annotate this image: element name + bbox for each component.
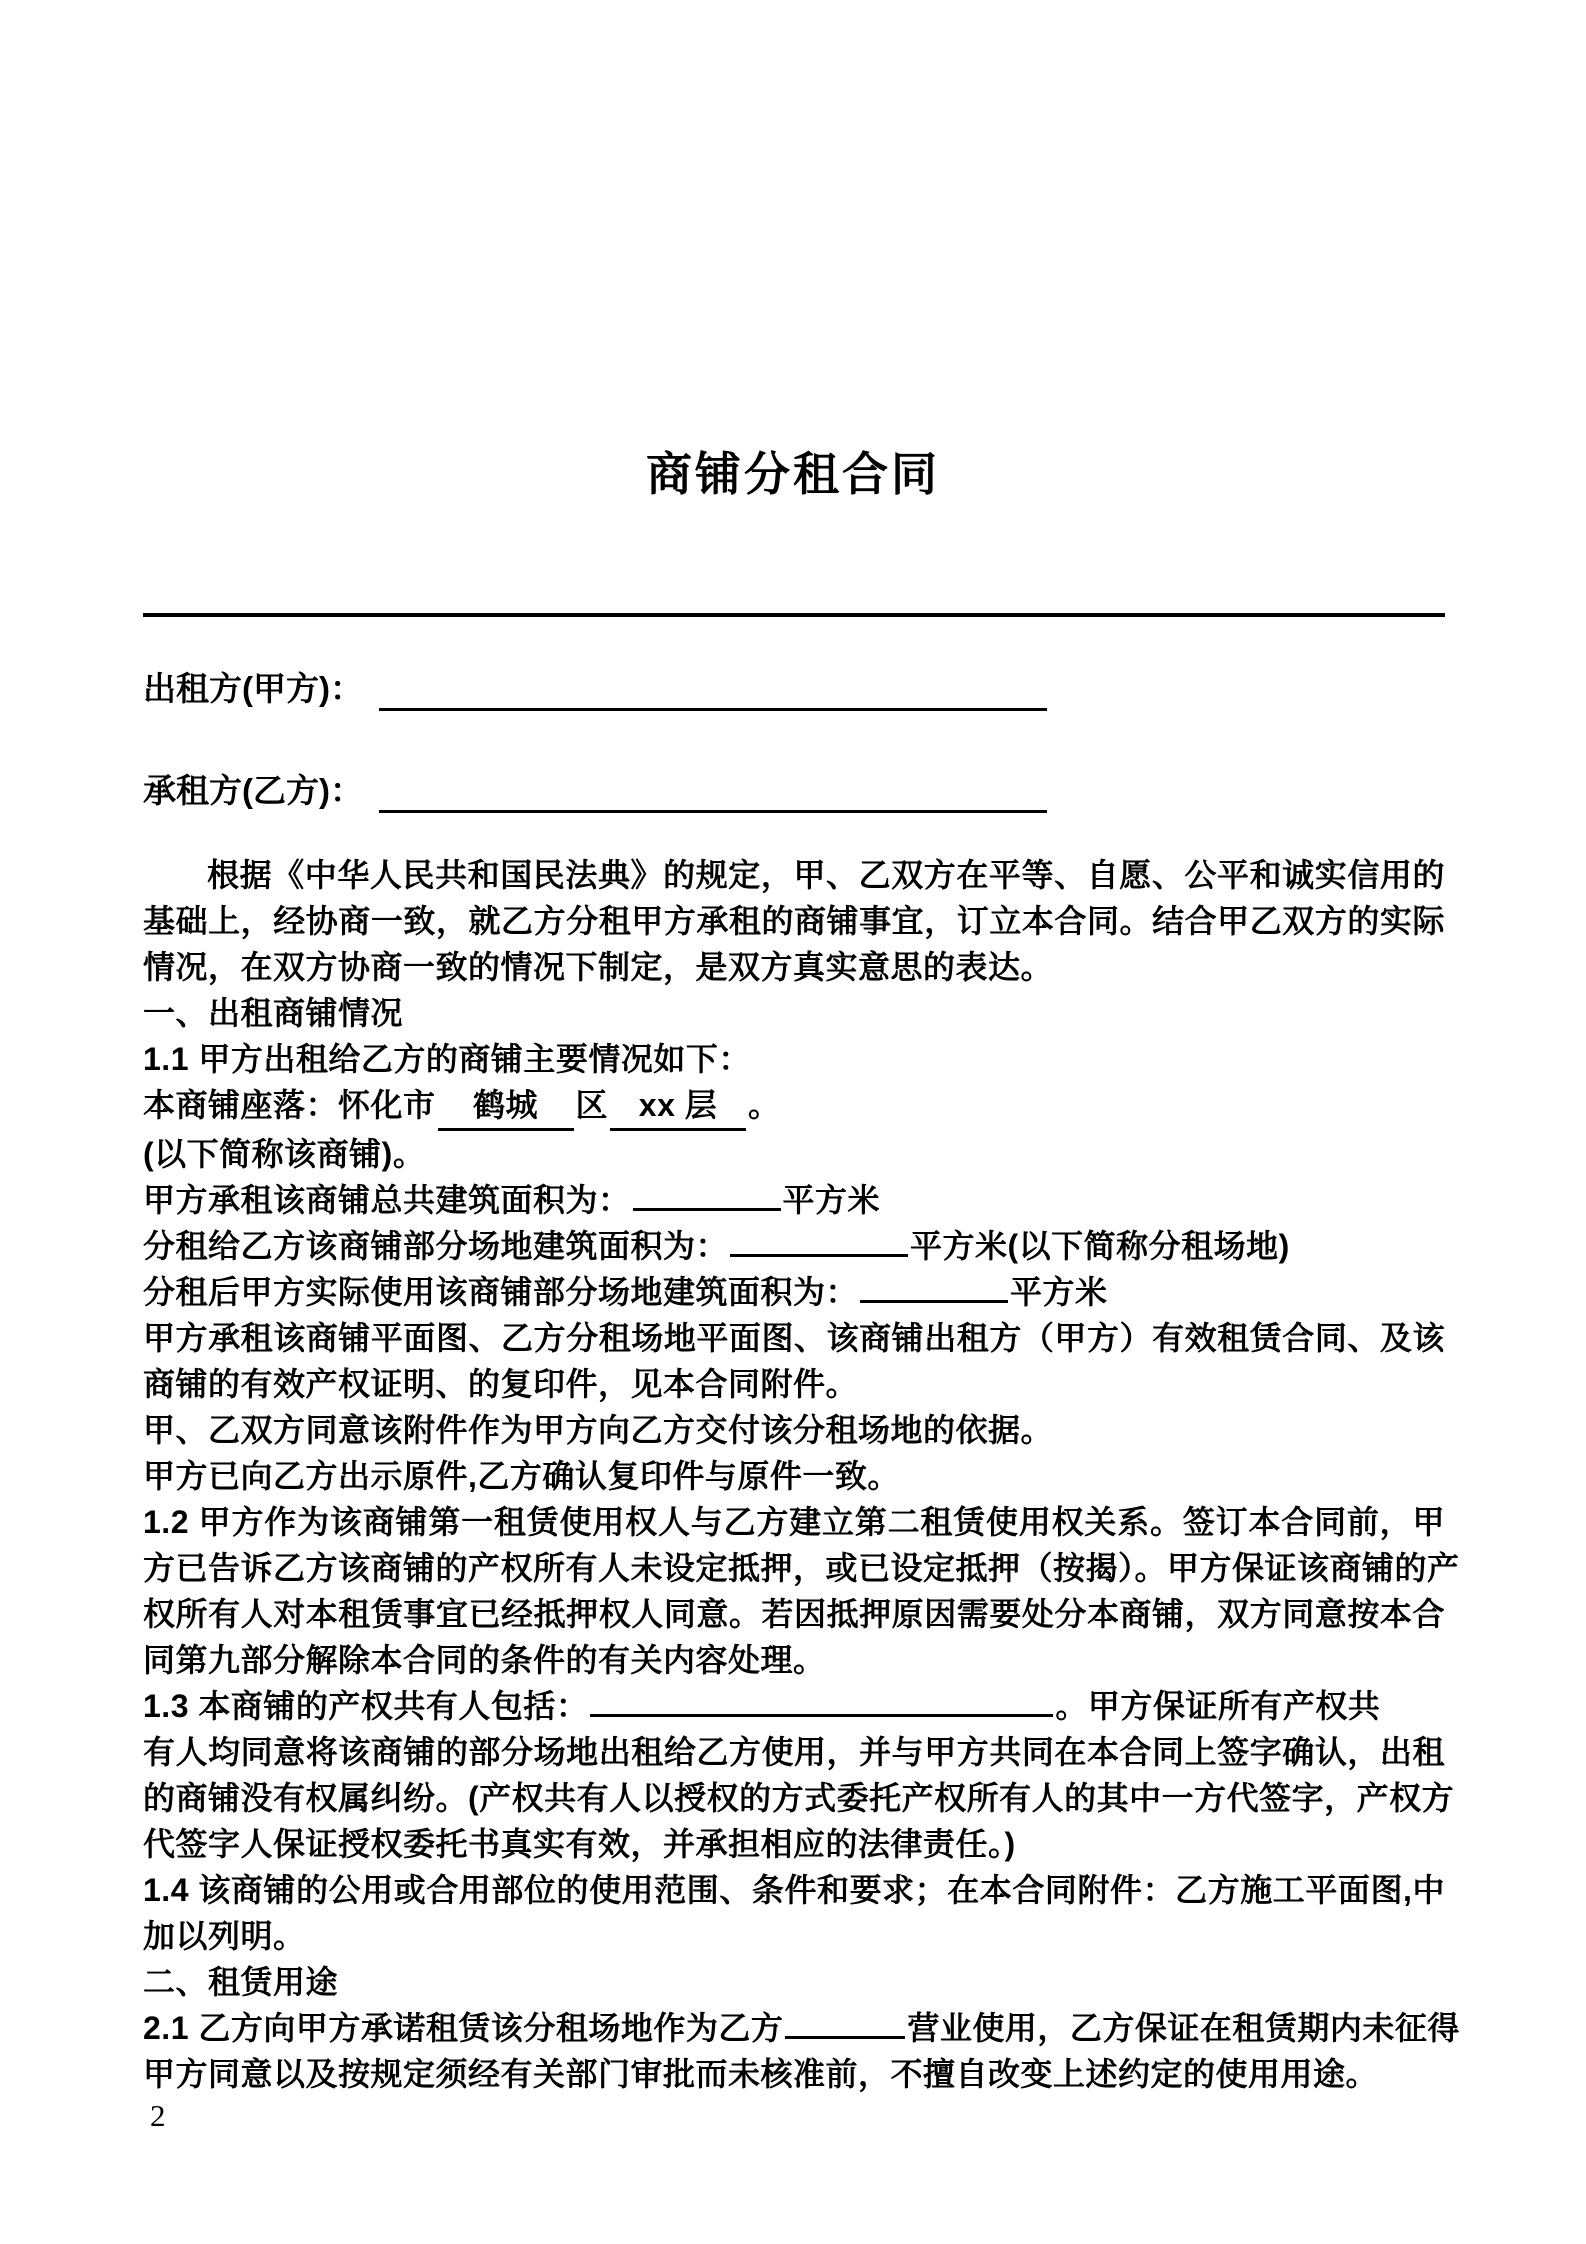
line-text: 平方米 [1010, 1274, 1108, 1310]
contract-line [143, 1591, 1445, 1637]
line-text: 根据《中华人民共和国民法典》的规定，甲、乙双方在平等、自愿、公平和诚实信用的 [207, 857, 1445, 893]
line-text: 分租给乙方该商铺部分场地建筑面积为： [143, 1228, 729, 1264]
page-number: 2 [150, 2098, 166, 2133]
contract-line [143, 1223, 1445, 1269]
line-text: 一、出租商铺情况 [143, 995, 404, 1031]
contract-line [143, 2051, 1445, 2097]
lessor-label: 出租方(甲方)： [143, 670, 363, 707]
line-text: 加以列明。 [143, 1918, 306, 1954]
line-text: 营业使用，乙方保证在租赁期内未征得 [907, 2010, 1460, 2046]
lessee-name-blank-field [379, 766, 1047, 813]
contract-line [143, 1545, 1460, 1591]
contract-line [143, 1315, 1445, 1361]
line-text: 甲方已向乙方出示原件,乙方确认复印件与原件一致。 [143, 1458, 900, 1494]
line-text: 权所有人对本租赁事宜已经抵押权人同意。若因抵押原因需要处分本商铺，双方同意按本合 [143, 1596, 1445, 1632]
contract-line [143, 1131, 1445, 1177]
contract-line [143, 1913, 1445, 1959]
contract-line [143, 1407, 1445, 1453]
contract-line [143, 1729, 1445, 1775]
page-title: 商铺分租合同 [646, 448, 940, 500]
blank-field [785, 2036, 905, 2039]
blank-field [590, 1714, 1053, 1717]
lessee-row [143, 766, 1047, 813]
contract-line [143, 1082, 1445, 1131]
contract-line [143, 1177, 1445, 1223]
line-text: 甲方同意以及按规定须经有关部门审批而未核准前，不擅自改变上述约定的使用用途。 [143, 2056, 1379, 2092]
line-text: (以下简称该商铺)。 [143, 1136, 426, 1172]
contract-line [143, 944, 1445, 990]
line-text: 。甲方保证所有产权共 [1055, 1688, 1381, 1724]
line-text: 基础上，经协商一致，就乙方分租甲方承租的商铺事宜，订立本合同。结合甲乙双方的实际 [143, 903, 1445, 939]
line-text: 平方米(以下简称分租场地) [910, 1228, 1290, 1264]
contract-line [143, 898, 1445, 944]
lessor-row [143, 664, 1047, 711]
blank-field [633, 1208, 781, 1211]
line-text: 本商铺座落：怀化市 [143, 1087, 436, 1123]
line-text: 甲方承租该商铺总共建筑面积为： [143, 1182, 631, 1218]
lessor-name-blank-field [379, 664, 1047, 711]
line-text: 1.4 该商铺的公用或合用部位的使用范围、条件和要求；在本合同附件：乙方施工平面图,中 [143, 1872, 1445, 1908]
lessee-label: 承租方(乙方)： [143, 772, 363, 809]
line-text: 区 [575, 1087, 609, 1123]
blank-field: xx 层 [610, 1082, 746, 1131]
line-text: 。 [748, 1087, 781, 1123]
contract-line [143, 2005, 1460, 2051]
line-text: 1.3 本商铺的产权共有人包括： [143, 1688, 589, 1724]
line-text: 同第九部分解除本合同的条件的有关内容处理。 [143, 1642, 826, 1678]
contract-line [143, 1821, 1445, 1867]
contract-line [143, 1867, 1445, 1913]
contract-line [143, 1775, 1455, 1821]
line-text: 1.2 甲方作为该商铺第一租赁使用权人与乙方建立第二租赁使用权关系。签订本合同前，甲 [143, 1504, 1445, 1540]
line-text: 2.1 乙方向甲方承诺租赁该分租场地作为乙方 [143, 2010, 784, 2046]
line-text: 1.1 甲方出租给乙方的商铺主要情况如下： [143, 1041, 751, 1077]
line-text: 甲、乙双方同意该附件作为甲方向乙方交付该分租场地的依据。 [143, 1412, 1054, 1448]
line-text: 有人均同意将该商铺的部分场地出租给乙方使用，并与甲方共同在本合同上签字确认，出租 [143, 1734, 1445, 1770]
blank-field [730, 1254, 908, 1257]
line-text: 方已告诉乙方该商铺的产权所有人未设定抵押，或已设定抵押（按揭）。甲方保证该商铺的产 [143, 1550, 1460, 1586]
line-text: 平方米 [782, 1182, 881, 1218]
contract-line [143, 1269, 1445, 1315]
contract-line [143, 1453, 1445, 1499]
line-text: 甲方承租该商铺平面图、乙方分租场地平面图、该商铺出租方（甲方）有效租赁合同、及该 [143, 1320, 1445, 1356]
line-text: 代签字人保证授权委托书真实有效，并承担相应的法律责任。) [143, 1826, 1016, 1862]
contract-line [143, 1637, 1445, 1683]
line-text: 二、租赁用途 [143, 1964, 339, 2000]
line-text: 分租后甲方实际使用该商铺部分场地建筑面积为： [143, 1274, 859, 1310]
contract-line [143, 1959, 1445, 2005]
contract-line [143, 990, 1445, 1036]
contract-line [143, 1683, 1445, 1729]
title-divider-line [143, 613, 1445, 617]
contract-line [143, 1036, 1445, 1082]
contract-body [143, 852, 1460, 2097]
line-text: 商铺的有效产权证明、的复印件，见本合同附件。 [143, 1366, 859, 1402]
contract-line [143, 1361, 1445, 1407]
line-text: 情况，在双方协商一致的情况下制定，是双方真实意思的表达。 [143, 949, 1054, 985]
contract-line [143, 1499, 1445, 1545]
contract-line [143, 852, 1445, 898]
blank-field: 鹤城 [438, 1082, 574, 1131]
line-text: 的商铺没有权属纠纷。(产权共有人以授权的方式委托产权所有人的其中一方代签字，产权方 [143, 1780, 1455, 1816]
blank-field [860, 1300, 1008, 1303]
